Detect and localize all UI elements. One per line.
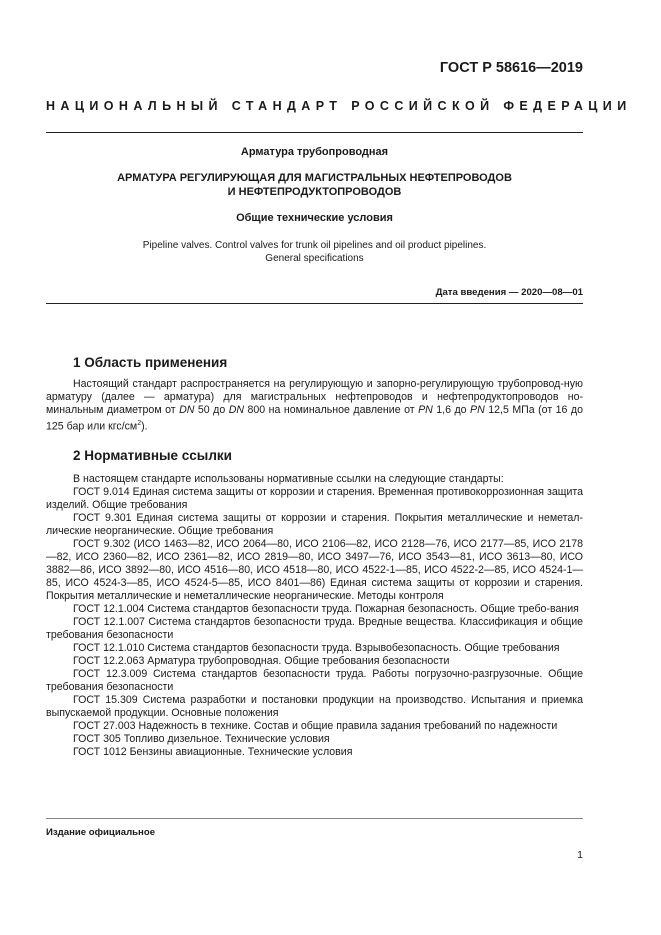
english-title-line-2: General specifications: [265, 253, 364, 264]
standard-title-line-2: И НЕФТЕПРОДУКТОПРОВОДОВ: [227, 186, 402, 198]
reference-item: ГОСТ 9.302 (ИСО 1463—82, ИСО 2064—80, ИСО 2106—82, ИСО 2128—76, ИСО 2177—85, ИСО 2178—82, ИСО 2360—82, ИСО 2361—82, ИСО 2819—80, ИСО 3497—76, ИСО 3543—81, ИСО 3613—80, ИСО 3882—86, ИСО 3892—80, ИСО 4516—80, ИСО 4518—80, ИСО 4522-1—85, ИСО 4522-2—85, ИСО 4524-1—85, ИСО 4524-3—85, ИСО 4524-5—85, ИСО 8401—86) Единая система защиты от коррозии и старения. Покрытия металлические и неметаллические неорганические. Методы контроля: [46, 538, 583, 602]
standard-title: [46, 171, 583, 199]
introduction-date: Дата введения — 2020—08—01: [435, 287, 583, 298]
reference-item: ГОСТ 9.014 Единая система защиты от коррозии и старения. Временная противокоррозионная защита изделий. Общие требования: [46, 486, 583, 511]
standard-subtitle: Общие технические условия: [236, 212, 393, 224]
document-code: ГОСТ Р 58616—2019: [439, 60, 583, 76]
standard-subject: Арматура трубопроводная: [240, 146, 389, 158]
date-divider: [46, 303, 583, 304]
reference-item: ГОСТ 27.003 Надежность в технике. Состав и общие правила задания требований по надежности: [73, 720, 558, 732]
reference-item: ГОСТ 9.301 Единая система защиты от коррозии и старения. Покрытия металлические и неметал-лические неорганические. Общие требования: [46, 512, 583, 537]
footer-divider: [46, 818, 583, 819]
reference-item: ГОСТ 305 Топливо дизельное. Технические условия: [73, 733, 330, 745]
english-title-line-1: Pipeline valves. Control valves for trunk oil pipelines and oil product pipelines.: [142, 240, 487, 251]
reference-item: ГОСТ 12.1.010 Система стандартов безопасности труда. Взрывобезопасность. Общие требования: [73, 642, 560, 654]
page-number: 1: [577, 849, 583, 861]
reference-item: ГОСТ 12.1.007 Система стандартов безопасности труда. Вредные вещества. Классификация и общие требования безопасности: [46, 616, 583, 641]
top-divider: [46, 132, 583, 133]
section-2-heading: 2 Нормативные ссылки: [73, 448, 232, 463]
english-title: [46, 239, 583, 265]
reference-item: ГОСТ 12.3.009 Система стандартов безопасности труда. Работы погрузочно-разгрузочные. Общие требования безопасности: [46, 668, 583, 693]
section-1-paragraph: Настоящий стандарт распространяется на регулирующую и запорно-регулирующую трубопровод-ную арматуру (далее — арматура) для магистральных нефтепроводов и нефтепродуктопроводов но-минальным диаметром от DN 50 до DN 800 на номинальное давление от PN 1,6 до PN 12,5 МПа (от 16 до 125 бар или кгс/$см^2$).: [46, 378, 584, 433]
normative-references-list: [46, 473, 583, 759]
reference-item: ГОСТ 12.1.004 Система стандартов безопасности труда. Пожарная безопасность. Общие требо-вания: [73, 603, 579, 615]
reference-item: В настоящем стандарте использованы нормативные ссылки на следующие стандарты:: [73, 473, 504, 485]
section-1-heading: 1 Область применения: [73, 355, 228, 370]
official-edition-label: Издание официальное: [46, 827, 156, 838]
standard-title-line-1: АРМАТУРА РЕГУЛИРУЮЩАЯ ДЛЯ МАГИСТРАЛЬНЫХ НЕФТЕПРОВОДОВ: [117, 172, 512, 184]
reference-item: ГОСТ 15.309 Система разработки и постановки продукции на производство. Испытания и приемка выпускаемой продукции. Основные положения: [46, 694, 583, 719]
reference-item: ГОСТ 12.2.063 Арматура трубопроводная. Общие требования безопасности: [73, 655, 450, 667]
national-standard-heading: НАЦИОНАЛЬНЫЙ СТАНДАРТ РОССИЙСКОЙ ФЕДЕРАЦИИ: [46, 99, 632, 113]
reference-item: ГОСТ 1012 Бензины авиационные. Технические условия: [73, 746, 353, 758]
